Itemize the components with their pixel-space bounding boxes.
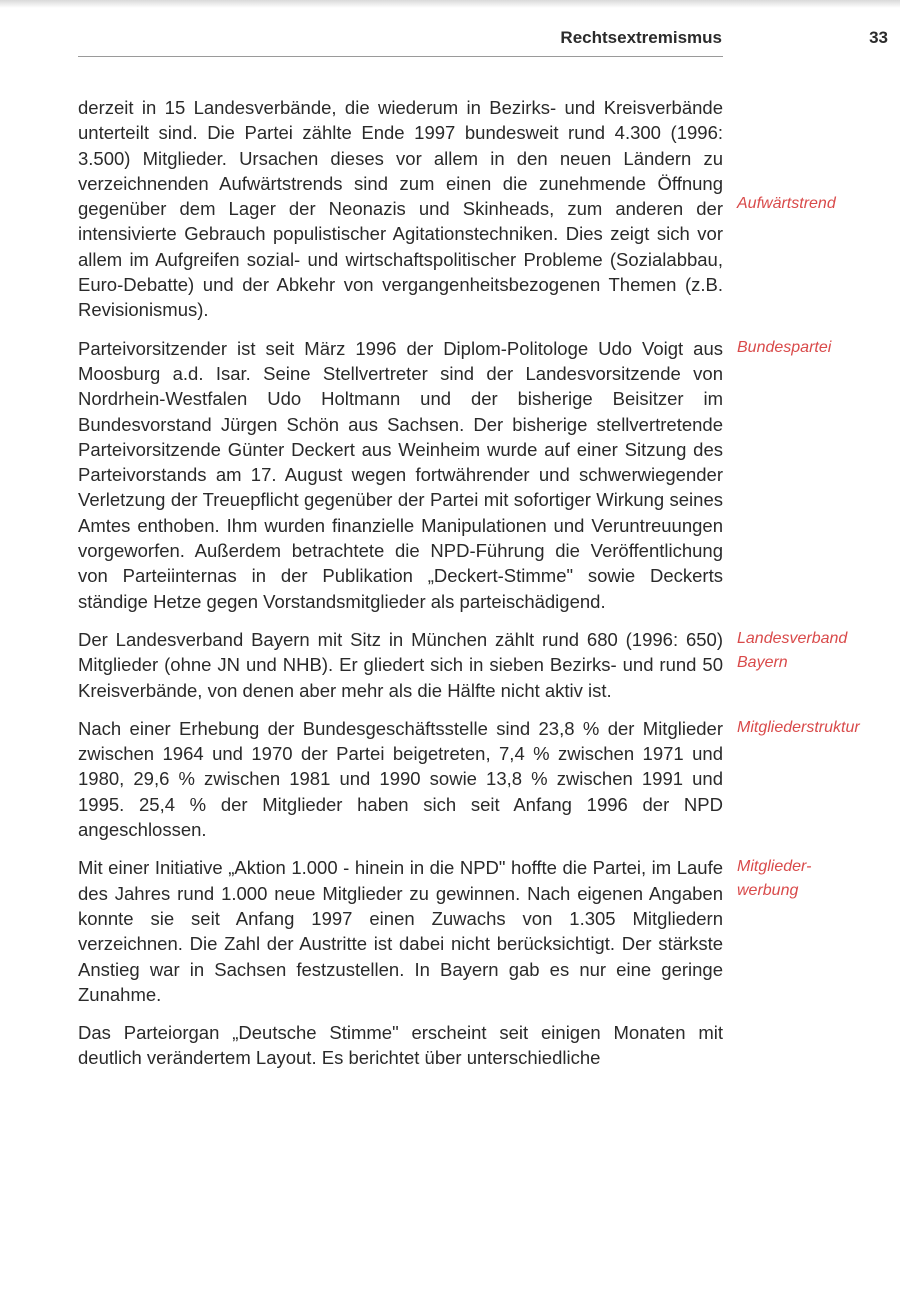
body-paragraph: derzeit in 15 Landesverbände, die wiederum in Bezirks- und Kreisverbände unterteilt sind. Die Partei zählte Ende 1997 bundesweit rund 4.300 (1996: 3.500) Mitglieder. Ursachen dieses vor allem in den neuen Ländern zu verzeichnenden Aufwärtstrends sind zum einen die zunehmende Öffnung gegenüber dem Lager der Neonazis und Skinheads, zum anderen der intensivierte Gebrauch populistischer Agitationstechniken. Dies zeigt sich vor allem im Aufgreifen sozial- und wirtschaftspolitischer Probleme (Sozialabbau, Euro-Debatte) und der Abkehr von vergangenheitsbezogenen Themen (z.B. Revisionismus). — [78, 97, 723, 321]
body-paragraph: Nach einer Erhebung der Bundesgeschäftsstelle sind 23,8 % der Mitglieder zwischen 1964 und 1970 der Partei beigetreten, 7,4 % zwischen 1971 und 1980, 29,6 % zwischen 1981 und 1990 sowie 13,8 % zwischen 1991 und 1995. 25,4 % der Mitglieder haben sich seit Anfang 1996 der NPD angeschlossen. — [78, 717, 723, 841]
margin-note-line: Landesverband — [737, 629, 848, 647]
body-paragraph: Parteivorsitzender ist seit März 1996 der Diplom-Politologe Udo Voigt aus Moosburg a.d. Isar. Seine Stellvertreter sind der Landesvorsitzende von Nordrhein-Westfalen Udo Holtmann und der bisherige Beisitzer im Bundesvorstand Jürgen Schön aus Sachsen. Der bisherige stellvertretende Parteivorsitzende Günter Deckert aus Weinheim wurde auf einer Sitzung des Parteivorstands am 17. August wegen fortwährender und schwerwiegender Verletzung der Treuepflicht gegenüber der Partei mit sofortiger Wirkung seines Amtes enthoben. Ihm wurden finanzielle Manipulationen und Veruntreuungen vorgeworfen. Außerdem betrachtete die NPD-Führung die Veröffentlichung von Parteiinternas in der Publikation „Deckert-Stimme" sowie Deckerts ständige Hetze gegen Vorstandsmitglieder als parteischädigend. — [78, 337, 723, 612]
body-paragraph: Mit einer Initiative „Aktion 1.000 - hinein in die NPD" hoffte die Partei, im Laufe des Jahres rund 1.000 neue Mitglieder zu gewinnen. Nach eigenen Angaben konnte sie seit Anfang 1997 einen Zuwachs von 1.305 Mitgliedern verzeichnen. Die Zahl der Austritte ist dabei nicht berücksichtigt. Der stärkste Anstieg war in Sachsen festzustellen. In Bayern gab es nur eine geringe Zunahme. — [78, 857, 723, 1005]
paragraph-block — [78, 336, 900, 614]
running-title: Rechtsextremismus — [560, 28, 722, 47]
paragraph-block — [78, 95, 900, 323]
paragraph-block — [78, 1020, 900, 1071]
paragraph-block — [78, 716, 900, 842]
paragraph-block — [78, 855, 900, 1007]
margin-note — [737, 627, 900, 675]
page-body — [78, 95, 900, 1084]
margin-note-line: Aufwärtstrend — [737, 195, 836, 212]
paragraph-block — [78, 627, 900, 703]
margin-note-line: Mitglieder- — [737, 858, 812, 876]
margin-note — [737, 192, 900, 216]
header-rule — [78, 56, 723, 57]
page-number: 33 — [869, 28, 888, 47]
body-paragraph: Das Parteiorgan „Deutsche Stimme" erscheint seit einigen Monaten mit deutlich verändertem Layout. Es berichtet über unterschiedliche — [78, 1022, 723, 1069]
margin-note — [737, 716, 900, 740]
margin-note-line: Bundespartei — [737, 338, 832, 356]
margin-note-line: Bayern — [737, 653, 788, 671]
margin-note — [737, 336, 900, 360]
margin-note — [737, 855, 900, 903]
margin-note-line: werbung — [737, 882, 799, 900]
running-header — [78, 28, 900, 60]
body-paragraph: Der Landesverband Bayern mit Sitz in München zählt rund 680 (1996: 650) Mitglieder (ohne JN und NHB). Er gliedert sich in sieben Bezirks- und rund 50 Kreisverbände, von denen aber mehr als die Hälfte nicht aktiv ist. — [78, 628, 723, 701]
scan-edge — [0, 0, 900, 8]
margin-note-line: Mitgliederstruktur — [737, 718, 860, 736]
